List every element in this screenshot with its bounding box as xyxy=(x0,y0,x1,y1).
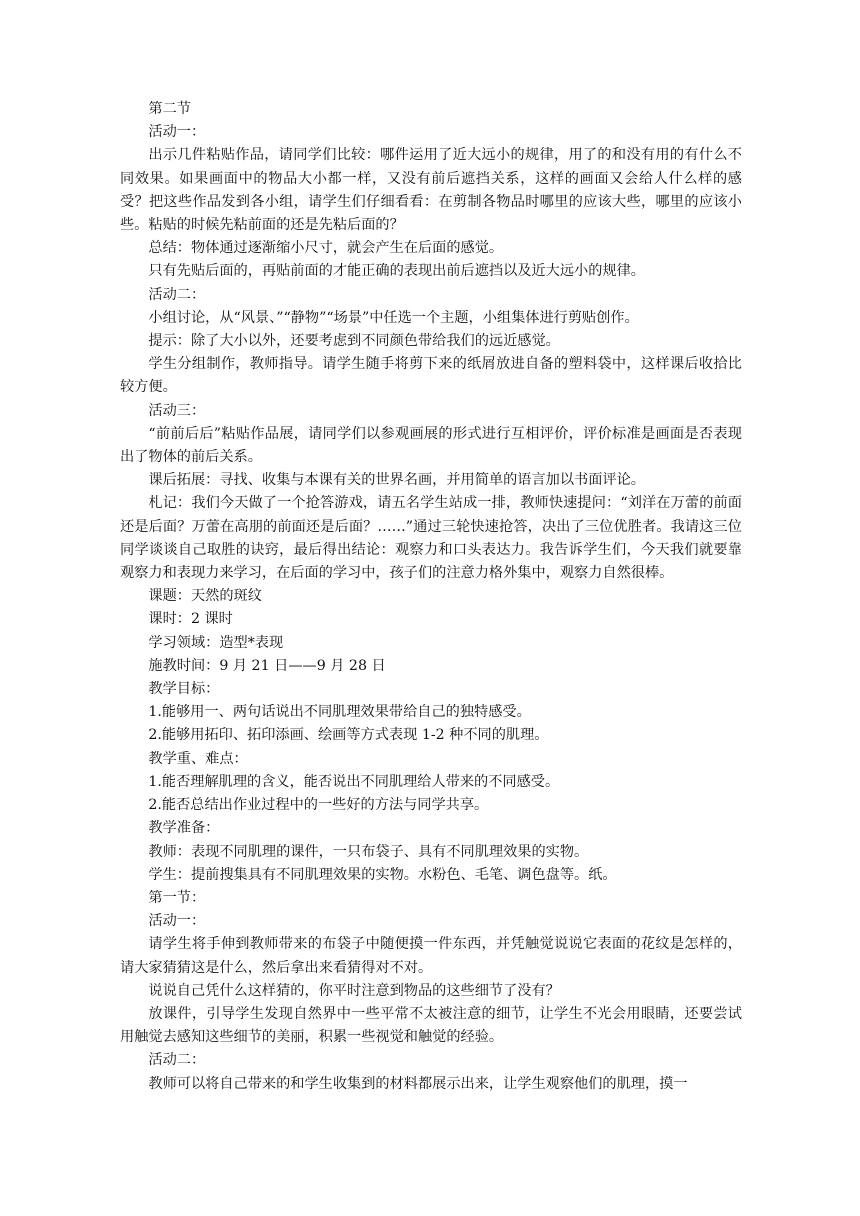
paragraph: 请学生将手伸到教师带来的布袋子中随便摸一件东西，并凭触觉说说它表面的花纹是怎样的，请大家猜猜这是什么，然后拿出来看猜得对不对。 xyxy=(120,936,742,976)
preparation-heading: 教学准备： xyxy=(148,820,220,837)
learning-domain: 学习领域：造型*表现 xyxy=(148,634,284,651)
paragraph: 说说自己凭什么这样猜的，你平时注意到物品的这些细节了没有？ xyxy=(148,982,560,999)
paragraph: “前前后后”粘贴作品展，请同学们以参观画展的形式进行互相评价，评价标准是画面是否表现出了物体的前后关系。 xyxy=(120,425,742,466)
paragraph: 提示：除了大小以外，还要考虑到不同颜色带给我们的远近感觉。 xyxy=(148,333,560,350)
activity-heading: 活动三： xyxy=(148,402,206,419)
paragraph: 总结：物体通过逐渐缩小尺寸，就会产生在后面的感觉。 xyxy=(148,240,504,257)
key-point-item: 2.能否总结出作业过程中的一些好的方法与同学共享。 xyxy=(148,797,489,814)
objectives-heading: 教学目标： xyxy=(148,681,220,698)
section-heading: 第二节 xyxy=(148,101,191,117)
activity-heading: 活动二： xyxy=(148,1052,206,1069)
activity-heading: 活动二： xyxy=(148,286,206,303)
activity-heading: 活动一： xyxy=(148,913,206,930)
paragraph: 学生分组制作，教师指导。请学生随手将剪下来的纸屑放进自备的塑料袋中，这样课后收拾比较方便。 xyxy=(120,356,742,396)
key-points-heading: 教学重、难点： xyxy=(148,750,248,767)
document-body xyxy=(120,98,742,1096)
preparation-item: 教师：表现不同肌理的课件，一只布袋子、具有不同肌理效果的实物。 xyxy=(148,843,589,860)
activity-heading: 活动一： xyxy=(148,124,206,141)
paragraph: 小组讨论，从“风景、”“静物”“场景”中任选一个主题，小组集体进行剪贴创作。 xyxy=(148,309,639,326)
paragraph: 只有先贴后面的，再贴前面的才能正确的表现出前后遮挡以及近大远小的规律。 xyxy=(148,263,645,280)
lesson-title: 课题：天然的斑纹 xyxy=(148,588,262,605)
objective-item: 1.能够用一、两句话说出不同肌理效果带给自己的独特感受。 xyxy=(148,704,531,721)
section-heading: 第一节： xyxy=(148,889,206,906)
teaching-period: 施教时间：9 月 21 日——9 月 28 日 xyxy=(148,657,386,674)
paragraph: 放课件，引导学生发现自然界中一些平常不太被注意的细节，让学生不光会用眼睛，还要尝试用触觉去感知这些细节的美丽，积累一些视觉和触觉的经验。 xyxy=(120,1005,742,1046)
paragraph: 出示几件粘贴作品，请同学们比较：哪件运用了近大远小的规律，用了的和没有用的有什么不同效果。如果画面中的物品大小都一样，又没有前后遮挡关系，这样的画面又会给人什么样的感受？把这些作品发到各小组，请学生们仔细看看：在剪制各物品时哪里的应该大些，哪里的应该小些。粘贴的时候先粘前面的还是先粘后面的？ xyxy=(120,147,742,234)
paragraph: 教师可以将自己带来的和学生收集到的材料都展示出来，让学生观察他们的肌理，摸一 xyxy=(148,1075,688,1092)
lesson-hours: 课时：2 课时 xyxy=(148,611,233,628)
preparation-item: 学生：提前搜集具有不同肌理效果的实物。水粉色、毛笔、调色盘等。纸。 xyxy=(148,866,617,883)
paragraph: 课后拓展：寻找、收集与本课有关的世界名画，并用简单的语言加以书面评论。 xyxy=(148,472,645,489)
paragraph: 札记：我们今天做了一个抢答游戏，请五名学生站成一排，教师快速提问：“刘洋在万蕾的前面还是后面？万蕾在高朋的前面还是后面？……”通过三轮快速抢答，决出了三位优胜者。我请这三位同学谈谈自己取胜的诀窍，最后得出结论：观察力和口头表达力。我告诉学生们，今天我们就要靠观察力和表现力来学习，在后面的学习中，孩子们的注意力格外集中，观察力自然很棒。 xyxy=(120,495,742,582)
key-point-item: 1.能否理解肌理的含义，能否说出不同肌理给人带来的不同感受。 xyxy=(148,773,560,790)
objective-item: 2.能够用拓印、拓印添画、绘画等方式表现 1-2 种不同的肌理。 xyxy=(148,727,549,744)
